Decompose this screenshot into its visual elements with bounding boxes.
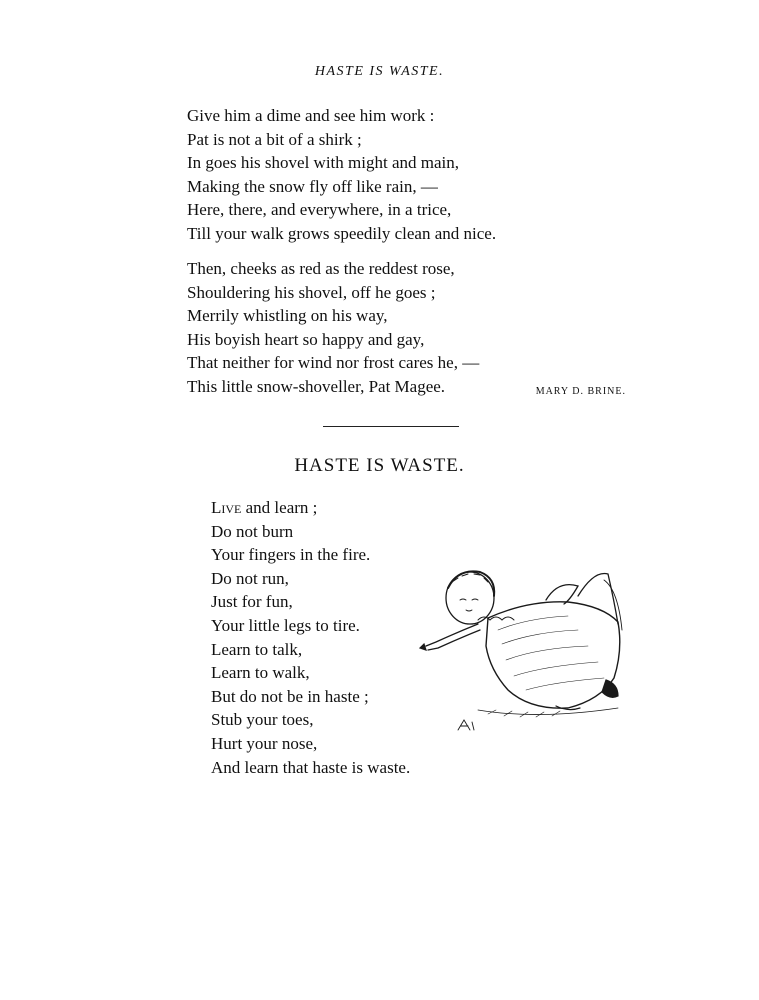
poem-line: Do not burn — [211, 521, 294, 541]
running-head: HASTE IS WASTE. — [314, 64, 445, 79]
poem-line: Merrily whistling on his way, — [187, 306, 388, 325]
first-line-rest: and learn ; — [241, 498, 318, 517]
poem-line: Here, there, and everywhere, in a trice, — [187, 200, 452, 219]
poem-line: Do not run, — [211, 568, 289, 588]
poem-line: In goes his shovel with might and main, — [187, 153, 459, 172]
poem2-body — [211, 496, 410, 779]
poem-line: Then, cheeks as red as the reddest rose, — [187, 259, 455, 278]
toddler-engraving — [418, 560, 628, 740]
poem-line: Learn to walk, — [211, 663, 310, 683]
poem-line: Your fingers in the fire. — [211, 545, 371, 565]
poem-line: Just for fun, — [211, 592, 293, 612]
poem1-stanza2 — [187, 257, 479, 398]
poem-line: But do not be in haste ; — [211, 686, 369, 706]
poem-line: Shouldering his shovel, off he goes ; — [187, 282, 436, 302]
poem-line: That neither for wind nor frost cares he, — — [187, 353, 480, 372]
section-divider — [323, 426, 459, 427]
poem-line: Your little legs to tire. — [211, 615, 360, 635]
poem-line: This little snow-shoveller, Pat Magee. — [187, 376, 446, 396]
poem-line: Till your walk grows speedily clean and nice. — [187, 223, 497, 243]
poem-line: Pat is not a bit of a shirk ; — [187, 129, 362, 149]
first-word: Live — [211, 498, 242, 517]
poem-line: Making the snow fly off like rain, — — [187, 176, 438, 196]
poem-title: HASTE IS WASTE. — [294, 455, 465, 476]
poem-line: Stub your toes, — [211, 710, 314, 730]
poem-line: And learn that haste is waste. — [211, 757, 411, 777]
poem-line: His boyish heart so happy and gay, — [187, 329, 425, 349]
toddler-illustration — [418, 560, 628, 740]
poem-line: Give him a dime and see him work : — [187, 106, 435, 125]
poem-line — [211, 496, 410, 520]
poem1-stanza1 — [187, 104, 496, 245]
poem-line: Hurt your nose, — [211, 733, 318, 753]
author-attribution: MARY D. BRINE. — [535, 386, 626, 397]
poem-line: Learn to talk, — [211, 639, 303, 659]
